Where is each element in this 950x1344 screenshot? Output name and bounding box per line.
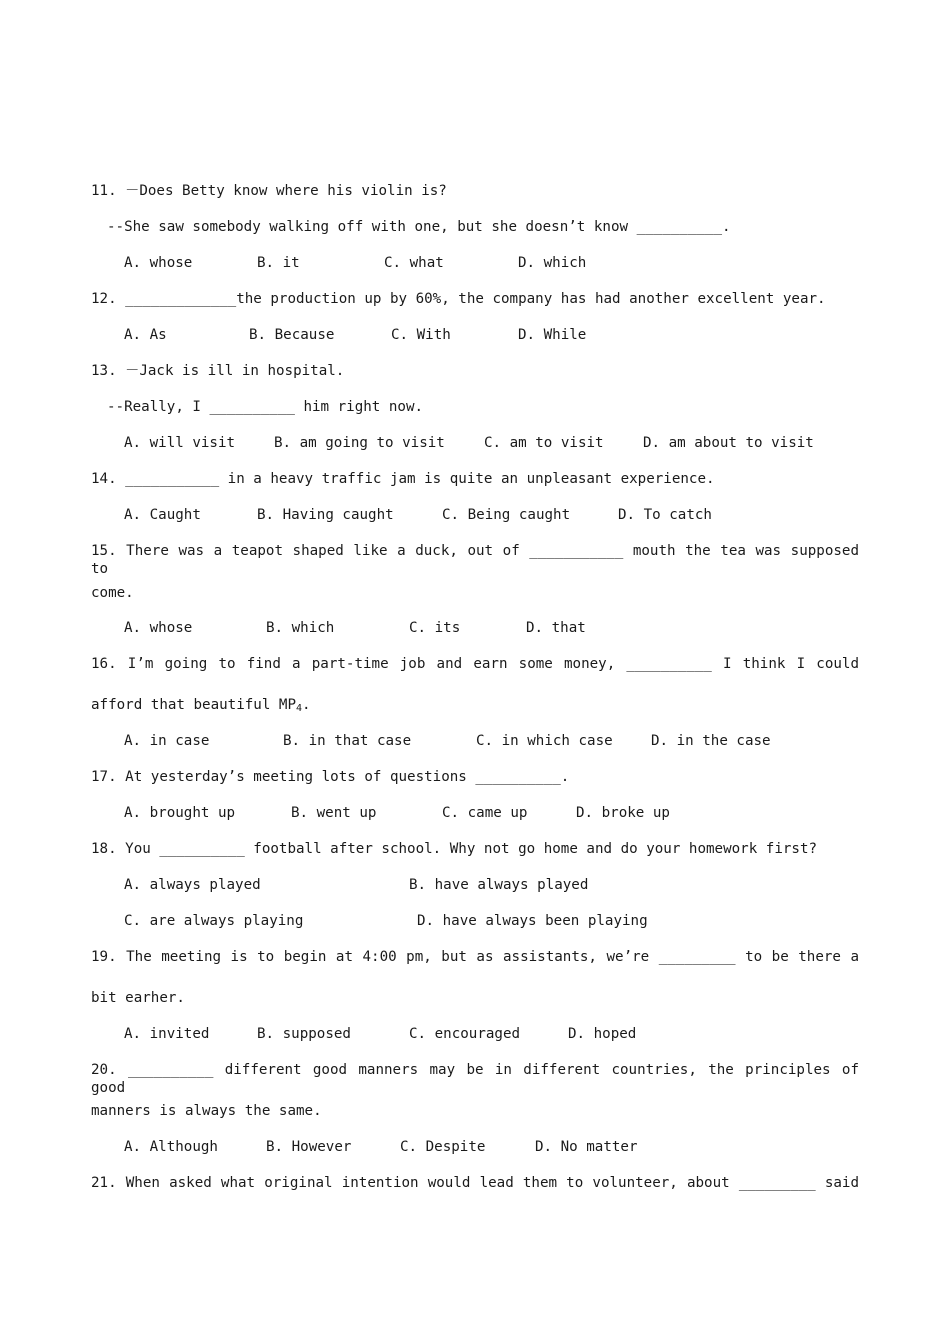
option-c: C. With <box>391 327 451 343</box>
option-a: A. will visit <box>124 435 236 451</box>
option-c: C. what <box>384 255 444 271</box>
question-17-stem: 17. At yesterday’s meeting lots of questions __________. <box>91 769 570 785</box>
option-a: A. whose <box>124 620 193 636</box>
option-d: D. broke up <box>576 805 670 821</box>
option-b: B. have always played <box>409 877 589 893</box>
question-20-stem-cont: manners is always the same. <box>91 1103 322 1119</box>
option-c: C. are always playing <box>124 913 304 929</box>
option-b: B. am going to visit <box>274 435 445 451</box>
option-a: A. invited <box>124 1026 210 1042</box>
option-a: A. As <box>124 327 167 343</box>
question-15-stem-cont: come. <box>91 585 134 601</box>
option-b: B. Because <box>249 327 335 343</box>
option-d: D. in the case <box>651 733 771 749</box>
option-a: A. always played <box>124 877 261 893</box>
question-19-stem-cont: bit earher. <box>91 990 185 1006</box>
question-20-stem: 20. __________ different good manners may be in different countries, the principles of good <box>91 1062 859 1096</box>
question-15-stem: 15. There was a teapot shaped like a duck, out of ___________ mouth the tea was supposed to <box>91 543 859 577</box>
option-b: B. which <box>266 620 335 636</box>
question-11-stem: 11. －Does Betty know where his violin is? <box>91 183 447 199</box>
question-21-stem: 21. When asked what original intention would lead them to volunteer, about _________ said <box>91 1175 859 1191</box>
option-a: A. Caught <box>124 507 201 523</box>
option-b: B. went up <box>291 805 377 821</box>
question-16-stem: 16. I’m going to find a part-time job and earn some money, __________ I think I could <box>91 656 859 672</box>
option-b: B. However <box>266 1139 352 1155</box>
option-d: D. To catch <box>618 507 712 523</box>
question-14-stem: 14. ___________ in a heavy traffic jam is quite an unpleasant experience. <box>91 471 715 487</box>
question-12-stem: 12. _____________the production up by 60%, the company has had another excellent year. <box>91 291 826 307</box>
question-16-stem-cont <box>91 696 311 718</box>
option-d: D. have always been playing <box>417 913 648 929</box>
option-b: B. it <box>257 255 300 271</box>
option-d: D. hoped <box>568 1026 637 1042</box>
option-c: C. Being caught <box>442 507 571 523</box>
subscript: 4 <box>296 703 303 714</box>
option-d: D. No matter <box>535 1139 638 1155</box>
question-13-reply: --Really, I __________ him right now. <box>107 399 424 415</box>
option-b: B. Having caught <box>257 507 394 523</box>
option-d: D. While <box>518 327 587 343</box>
option-d: D. am about to visit <box>643 435 814 451</box>
option-c: C. in which case <box>476 733 613 749</box>
option-d: D. which <box>518 255 587 271</box>
option-b: B. in that case <box>283 733 412 749</box>
question-11-reply: --She saw somebody walking off with one, but she doesn’t know __________. <box>107 219 731 235</box>
option-a: A. Although <box>124 1139 218 1155</box>
question-16-end: . <box>302 697 311 713</box>
option-c: C. its <box>409 620 461 636</box>
option-a: A. brought up <box>124 805 236 821</box>
question-16-text: afford that beautiful MP <box>91 697 296 713</box>
option-b: B. supposed <box>257 1026 351 1042</box>
option-c: C. Despite <box>400 1139 486 1155</box>
option-a: A. in case <box>124 733 210 749</box>
question-18-stem: 18. You __________ football after school. Why not go home and do your homework first? <box>91 841 818 857</box>
question-19-stem: 19. The meeting is to begin at 4:00 pm, but as assistants, we’re _________ to be there a <box>91 949 859 965</box>
option-c: C. came up <box>442 805 528 821</box>
option-d: D. that <box>526 620 586 636</box>
question-13-stem: 13. －Jack is ill in hospital. <box>91 363 345 379</box>
option-c: C. encouraged <box>409 1026 521 1042</box>
option-c: C. am to visit <box>484 435 604 451</box>
option-a: A. whose <box>124 255 193 271</box>
